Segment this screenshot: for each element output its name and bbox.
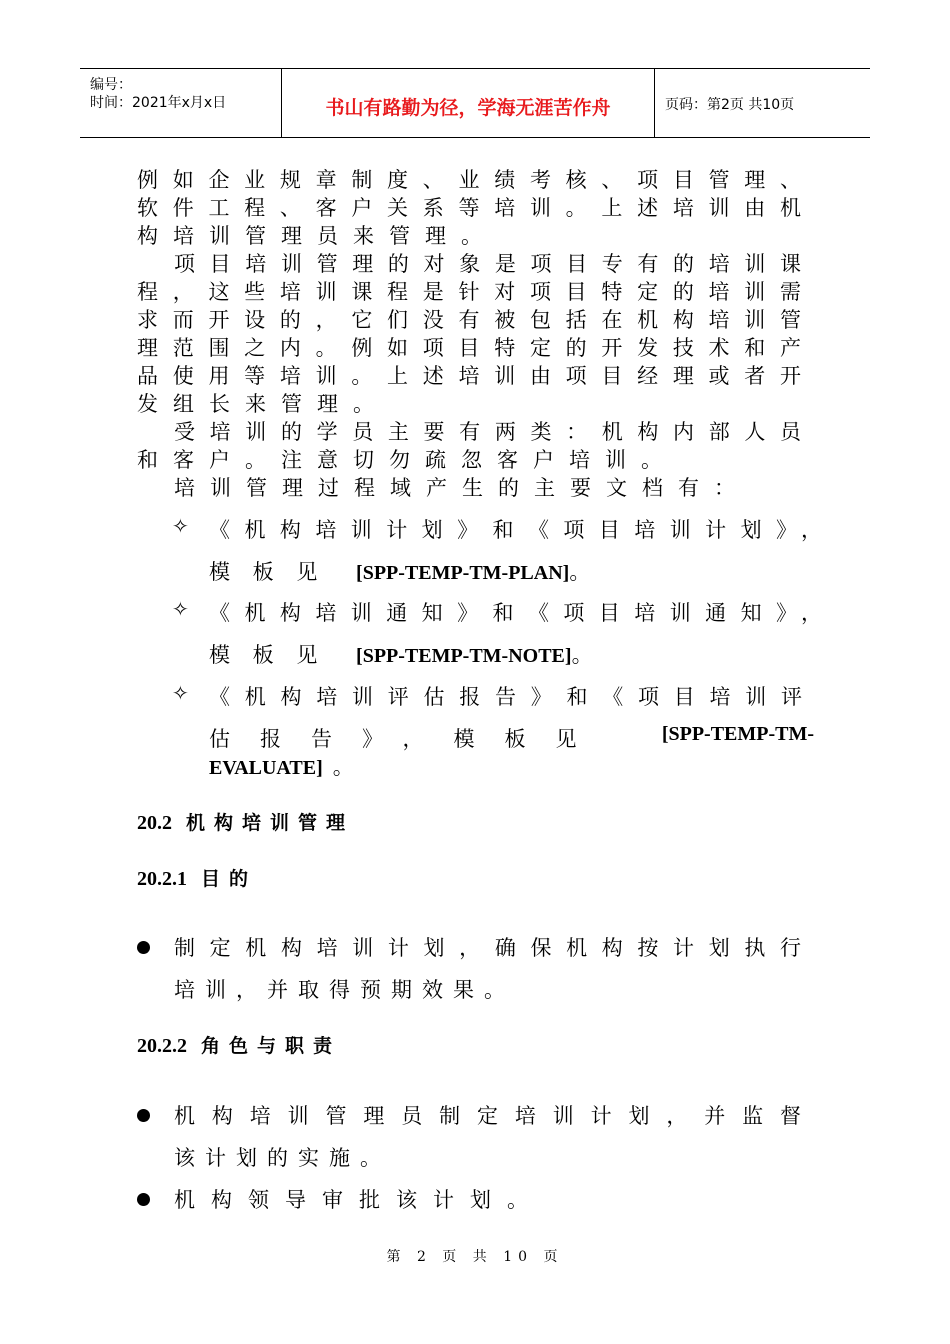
text-line: 求而开设的，它们没有被包括在机构培训管 [137, 308, 801, 332]
page-footer: 第 2 页 共 10 页 [386, 1249, 564, 1265]
header-page-info: 页码：第2页 共10页 [665, 97, 795, 113]
subsection-heading [137, 864, 257, 891]
list-item [137, 932, 801, 1002]
subsection-number: 20.2.1 [137, 868, 187, 890]
doc-time-label: 时间：2021年x月x日 [90, 95, 227, 111]
text-line: 和客户。注意切勿疏忽客户培训。 [137, 448, 677, 472]
intro-paragraph-4 [137, 474, 801, 502]
template-suffix: 。 [569, 560, 591, 584]
diamond-bullet-icon: ✧ [172, 514, 189, 538]
text-line: 培训管理过程域产生的主要文档有： [174, 476, 750, 500]
template-prefix: 估报告》，模板见 [209, 727, 607, 751]
template-code-part1: [SPP-TEMP-TM- [661, 723, 814, 745]
document-item-template [209, 723, 814, 751]
document-item-template [209, 556, 590, 586]
doc-number-label: 编号： [90, 77, 132, 93]
section-heading [137, 808, 354, 835]
bullet-dot-icon [137, 1193, 150, 1206]
subsection-heading [137, 1031, 341, 1058]
intro-paragraph-2 [137, 250, 801, 418]
list-item-line: 制定机构培训计划，确保机构按计划执行 [174, 936, 801, 960]
template-code: [SPP-TEMP-TM-PLAN] [356, 562, 570, 584]
bullet-dot-icon [137, 1109, 150, 1122]
text-line: 例如企业规章制度、业绩考核、项目管理、 [137, 168, 801, 192]
document-item [172, 514, 822, 584]
text-line: 软件工程、客户关系等培训。上述培训由机 [137, 196, 801, 220]
subsection-title: 角色与职责 [201, 1035, 342, 1057]
template-code-part2: EVALUATE] [209, 757, 323, 779]
subsection-number: 20.2.2 [137, 1035, 187, 1057]
document-item-template-cont [209, 751, 354, 781]
document-item-title: 《机构培训通知》和《项目培训通知》， [209, 601, 822, 625]
text-line: 程，这些培训课程是针对项目特定的培训需 [137, 280, 801, 304]
intro-paragraph-3 [137, 418, 801, 474]
document-item [172, 597, 822, 667]
intro-paragraph-1 [137, 166, 801, 250]
text-line: 理范围之内。例如项目特定的开发技术和产 [137, 336, 801, 360]
text-line: 项目培训管理的对象是项目专有的培训课 [174, 252, 801, 276]
document-item-title: 《机构培训评估报告》和《项目培训评 [209, 685, 802, 709]
header-meta-cell [80, 69, 282, 137]
subsection-title: 目的 [201, 868, 258, 890]
list-item [137, 1184, 801, 1214]
list-item-line: 机构领导审批该计划。 [174, 1188, 544, 1212]
document-item-template [209, 639, 593, 669]
page-header [80, 68, 870, 138]
template-prefix: 模 板 见 [209, 560, 341, 584]
document-item [172, 681, 822, 781]
text-line: 发组长来管理。 [137, 392, 389, 416]
text-line: 构培训管理员来管理。 [137, 224, 497, 248]
template-suffix: 。 [332, 755, 354, 779]
list-item-line: 该计划的实施。 [174, 1146, 391, 1170]
diamond-bullet-icon: ✧ [172, 597, 189, 621]
list-item-line: 机构培训管理员制定培训计划，并监督 [174, 1104, 801, 1128]
template-code: [SPP-TEMP-TM-NOTE] [356, 645, 572, 667]
section-number: 20.2 [137, 812, 172, 834]
section-title: 机构培训管理 [186, 812, 355, 834]
text-line: 品使用等培训。上述培训由项目经理或者开 [137, 364, 801, 388]
document-item-title: 《机构培训计划》和《项目培训计划》， [209, 518, 822, 542]
text-line: 受培训的学员主要有两类：机构内部人员 [174, 420, 801, 444]
list-item-line: 培训，并取得预期效果。 [174, 978, 515, 1002]
bullet-dot-icon [137, 941, 150, 954]
template-suffix: 。 [571, 643, 593, 667]
diamond-bullet-icon: ✧ [172, 681, 189, 705]
template-prefix: 模 板 见 [209, 643, 341, 667]
list-item [137, 1100, 801, 1170]
header-motto: 书山有路勤为径，学海无涯苦作舟 [282, 69, 655, 137]
